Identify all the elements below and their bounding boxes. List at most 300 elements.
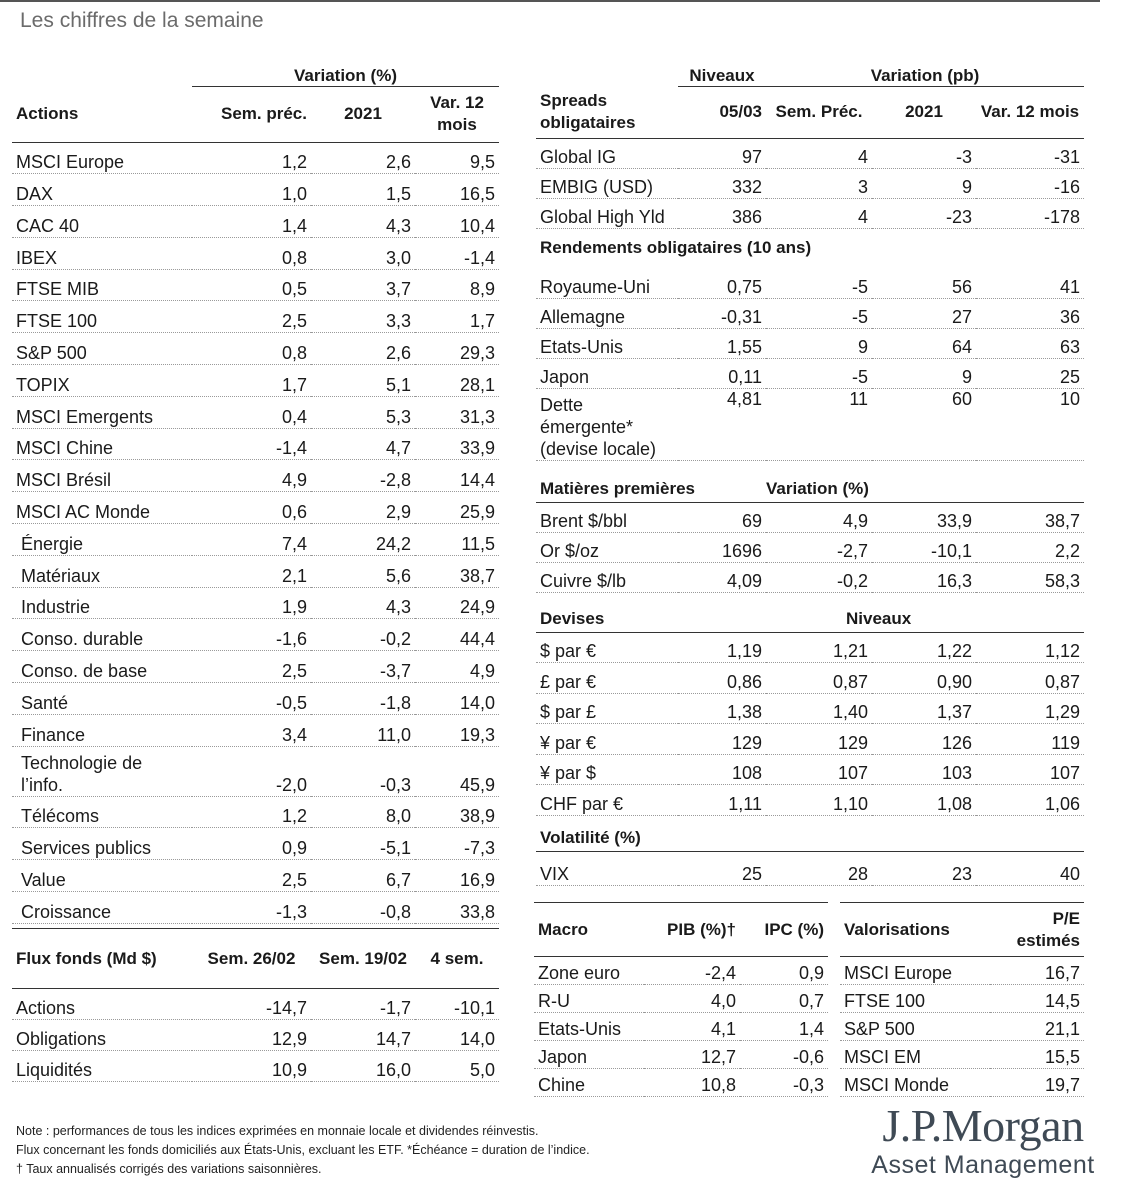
actions-value: -0,3 bbox=[311, 746, 415, 796]
macro-value: -0,6 bbox=[740, 1041, 828, 1069]
actions-row bbox=[12, 796, 499, 828]
rendements-label: Allemagne bbox=[536, 298, 678, 328]
actions-value: 24,2 bbox=[311, 524, 415, 556]
flux-value: -10,1 bbox=[415, 989, 499, 1020]
actions-value: 45,9 bbox=[415, 746, 499, 796]
actions-label: Télécoms bbox=[12, 796, 192, 828]
actions-value: 1,4 bbox=[192, 206, 311, 238]
actions-row bbox=[12, 524, 499, 556]
actions-value: 2,5 bbox=[192, 651, 311, 683]
actions-row bbox=[12, 174, 499, 206]
actions-value: 38,9 bbox=[415, 796, 499, 828]
actions-label: Industrie bbox=[12, 587, 192, 619]
matieres-row bbox=[536, 532, 1084, 562]
flux-label: Obligations bbox=[12, 1020, 192, 1051]
devises-label: ¥ par $ bbox=[536, 754, 678, 785]
valorisations-rows bbox=[840, 957, 1084, 1097]
valorisations-row bbox=[840, 1013, 1084, 1041]
actions-value: 29,3 bbox=[415, 333, 499, 365]
volatilite-value: 40 bbox=[976, 851, 1084, 885]
devises-value: 107 bbox=[766, 754, 872, 785]
actions-value: -2,8 bbox=[311, 460, 415, 492]
spreads-row bbox=[536, 168, 1084, 198]
valorisations-label: FTSE 100 bbox=[840, 985, 990, 1013]
macro-value: 0,9 bbox=[740, 957, 828, 985]
rendements-value: 27 bbox=[872, 298, 976, 328]
flux-row bbox=[12, 1051, 499, 1082]
actions-row bbox=[12, 396, 499, 428]
matieres-value: 1696 bbox=[678, 532, 766, 562]
devises-label: CHF par € bbox=[536, 785, 678, 816]
footnotes bbox=[16, 1122, 590, 1179]
devises-value: 0,90 bbox=[872, 663, 976, 694]
devises-row bbox=[536, 785, 1084, 816]
valorisations-value: 16,7 bbox=[990, 957, 1084, 985]
spreads-value: 4 bbox=[766, 198, 872, 228]
devises-row bbox=[536, 663, 1084, 694]
spreads-value: 97 bbox=[678, 138, 766, 168]
rendements-value: -0,31 bbox=[678, 298, 766, 328]
top-rule bbox=[0, 0, 1100, 2]
actions-value: 7,4 bbox=[192, 524, 311, 556]
devises-rows bbox=[536, 632, 1084, 815]
macro-label: Chine bbox=[534, 1069, 644, 1097]
actions-label: Finance bbox=[12, 714, 192, 746]
actions-value: 1,0 bbox=[192, 174, 311, 206]
actions-row bbox=[12, 746, 499, 796]
rendements-value: 11 bbox=[766, 388, 872, 460]
valorisations-row bbox=[840, 1041, 1084, 1069]
footnote-1: Note : performances de tous les indices exprimées en monnaie locale et dividendes réinvestis. bbox=[16, 1124, 539, 1138]
actions-value: 2,9 bbox=[311, 492, 415, 524]
actions-value: 3,3 bbox=[311, 301, 415, 333]
valorisations-table bbox=[840, 902, 1084, 1097]
devises-row bbox=[536, 754, 1084, 785]
actions-value: 2,5 bbox=[192, 860, 311, 892]
actions-label: DAX bbox=[12, 174, 192, 206]
valorisations-value: 19,7 bbox=[990, 1069, 1084, 1097]
matieres-header: Matières premières bbox=[536, 460, 766, 502]
actions-value: 16,5 bbox=[415, 174, 499, 206]
spreads-label: Global IG bbox=[536, 138, 678, 168]
valorisations-row bbox=[840, 1069, 1084, 1097]
actions-value: 38,7 bbox=[415, 555, 499, 587]
actions-label: Value bbox=[12, 860, 192, 892]
col-0503: 05/03 bbox=[678, 86, 766, 138]
col-spreads: Spreads obligataires bbox=[536, 86, 678, 138]
matieres-value: 58,3 bbox=[976, 562, 1084, 592]
devises-value: 1,21 bbox=[766, 632, 872, 663]
actions-row bbox=[12, 714, 499, 746]
actions-label: MSCI Emergents bbox=[12, 396, 192, 428]
actions-value: 11,0 bbox=[311, 714, 415, 746]
devises-header: Devises bbox=[536, 592, 766, 632]
actions-value: 0,8 bbox=[192, 237, 311, 269]
col-sem-prec-r: Sem. Préc. bbox=[766, 86, 872, 138]
macro-value: 4,0 bbox=[644, 985, 740, 1013]
rendements-value: 63 bbox=[976, 328, 1084, 358]
matieres-value: 33,9 bbox=[872, 502, 976, 532]
col-ipc: IPC (%) bbox=[740, 903, 828, 957]
valorisations-value: 14,5 bbox=[990, 985, 1084, 1013]
actions-value: 1,2 bbox=[192, 142, 311, 174]
devises-row bbox=[536, 632, 1084, 663]
valorisations-value: 21,1 bbox=[990, 1013, 1084, 1041]
matieres-label: Cuivre $/lb bbox=[536, 562, 678, 592]
actions-label: IBEX bbox=[12, 237, 192, 269]
actions-value: 33,9 bbox=[415, 428, 499, 460]
rendements-value: 9 bbox=[872, 358, 976, 388]
actions-label: MSCI Europe bbox=[12, 142, 192, 174]
devises-value: 126 bbox=[872, 724, 976, 755]
spreads-value: 386 bbox=[678, 198, 766, 228]
volatilite-row bbox=[536, 851, 1084, 885]
volatilite-rows bbox=[536, 851, 1084, 885]
spreads-row bbox=[536, 198, 1084, 228]
actions-group-header: Variation (%) bbox=[192, 56, 499, 86]
actions-value: 3,7 bbox=[311, 269, 415, 301]
matieres-value: 69 bbox=[678, 502, 766, 532]
actions-value: 14,4 bbox=[415, 460, 499, 492]
matieres-group: Variation (%) bbox=[766, 460, 1084, 502]
devises-label: £ par € bbox=[536, 663, 678, 694]
spreads-label: Global High Yld bbox=[536, 198, 678, 228]
actions-row bbox=[12, 892, 499, 924]
actions-label: Services publics bbox=[12, 828, 192, 860]
logo-sub: Asset Management bbox=[871, 1151, 1095, 1179]
rendements-value: 4,81 bbox=[678, 388, 766, 460]
devises-value: 129 bbox=[678, 724, 766, 755]
actions-value: 11,5 bbox=[415, 524, 499, 556]
jpmorgan-logo bbox=[868, 1102, 1098, 1180]
actions-label: Matériaux bbox=[12, 555, 192, 587]
page-title: Les chiffres de la semaine bbox=[20, 9, 264, 32]
spreads-value: 3 bbox=[766, 168, 872, 198]
rendements-row bbox=[536, 388, 1084, 460]
devises-value: 108 bbox=[678, 754, 766, 785]
devises-row bbox=[536, 724, 1084, 755]
devises-label: ¥ par € bbox=[536, 724, 678, 755]
actions-value: 1,9 bbox=[192, 587, 311, 619]
rendements-label: Etats-Unis bbox=[536, 328, 678, 358]
flux-table bbox=[12, 928, 499, 1082]
actions-value: 8,0 bbox=[311, 796, 415, 828]
valorisations-label: MSCI Monde bbox=[840, 1069, 990, 1097]
rendements-value: -5 bbox=[766, 358, 872, 388]
spreads-value: 9 bbox=[872, 168, 976, 198]
flux-label: Actions bbox=[12, 989, 192, 1020]
rendements-label: Japon bbox=[536, 358, 678, 388]
col-macro: Macro bbox=[534, 903, 644, 957]
actions-value: 0,8 bbox=[192, 333, 311, 365]
actions-row bbox=[12, 492, 499, 524]
flux-value: -14,7 bbox=[192, 989, 311, 1020]
macro-label: Zone euro bbox=[534, 957, 644, 985]
matieres-value: -2,7 bbox=[766, 532, 872, 562]
rendements-row bbox=[536, 328, 1084, 358]
actions-value: 3,4 bbox=[192, 714, 311, 746]
rendements-value: 25 bbox=[976, 358, 1084, 388]
matieres-row bbox=[536, 562, 1084, 592]
matieres-row bbox=[536, 502, 1084, 532]
rendements-header: Rendements obligataires (10 ans) bbox=[540, 238, 812, 258]
volatilite-label: VIX bbox=[536, 851, 678, 885]
actions-label: FTSE MIB bbox=[12, 269, 192, 301]
actions-value: 4,3 bbox=[311, 587, 415, 619]
matieres-value: -0,2 bbox=[766, 562, 872, 592]
rendements-value: 64 bbox=[872, 328, 976, 358]
actions-value: -1,4 bbox=[192, 428, 311, 460]
actions-value: 0,6 bbox=[192, 492, 311, 524]
valorisations-label: S&P 500 bbox=[840, 1013, 990, 1041]
devises-row bbox=[536, 693, 1084, 724]
actions-value: 5,6 bbox=[311, 555, 415, 587]
col-2021-r: 2021 bbox=[872, 86, 976, 138]
valorisations-label: MSCI EM bbox=[840, 1041, 990, 1069]
col-valorisations: Valorisations bbox=[840, 903, 990, 957]
spreads-value: -16 bbox=[976, 168, 1084, 198]
flux-value: 14,0 bbox=[415, 1020, 499, 1051]
spreads-group-variation: Variation (pb) bbox=[766, 56, 1084, 86]
flux-value: 16,0 bbox=[311, 1051, 415, 1082]
logo-main: J.P.Morgan bbox=[882, 1100, 1084, 1151]
spreads-label: EMBIG (USD) bbox=[536, 168, 678, 198]
actions-value: 2,5 bbox=[192, 301, 311, 333]
actions-label: Santé bbox=[12, 683, 192, 715]
col-pib: PIB (%)† bbox=[644, 903, 740, 957]
macro-label: Etats-Unis bbox=[534, 1013, 644, 1041]
actions-value: 28,1 bbox=[415, 365, 499, 397]
rendements-value: 1,55 bbox=[678, 328, 766, 358]
actions-value: 3,0 bbox=[311, 237, 415, 269]
actions-value: 2,6 bbox=[311, 142, 415, 174]
rendements-value: -5 bbox=[766, 298, 872, 328]
spreads-value: 332 bbox=[678, 168, 766, 198]
actions-value: 1,2 bbox=[192, 796, 311, 828]
actions-value: 31,3 bbox=[415, 396, 499, 428]
devises-value: 1,06 bbox=[976, 785, 1084, 816]
markets-table bbox=[536, 56, 1084, 886]
actions-value: 8,9 bbox=[415, 269, 499, 301]
actions-value: 4,9 bbox=[192, 460, 311, 492]
actions-row bbox=[12, 860, 499, 892]
actions-value: 10,4 bbox=[415, 206, 499, 238]
devises-label: $ par £ bbox=[536, 693, 678, 724]
volatilite-header: Volatilité (%) bbox=[536, 815, 1084, 851]
macro-value: -0,3 bbox=[740, 1069, 828, 1097]
col-sem-prec: Sem. préc. bbox=[192, 86, 311, 142]
col-var-12-r: Var. 12 mois bbox=[976, 86, 1084, 138]
devises-value: 1,10 bbox=[766, 785, 872, 816]
col-var-12: Var. 12 mois bbox=[415, 86, 499, 142]
actions-value: -0,5 bbox=[192, 683, 311, 715]
actions-value: -1,6 bbox=[192, 619, 311, 651]
flux-rows bbox=[12, 989, 499, 1082]
actions-value: -1,4 bbox=[415, 237, 499, 269]
actions-value: 44,4 bbox=[415, 619, 499, 651]
devises-value: 103 bbox=[872, 754, 976, 785]
actions-row bbox=[12, 555, 499, 587]
devises-value: 1,37 bbox=[872, 693, 976, 724]
volatilite-value: 28 bbox=[766, 851, 872, 885]
volatilite-value: 25 bbox=[678, 851, 766, 885]
macro-label: Japon bbox=[534, 1041, 644, 1069]
macro-row bbox=[534, 957, 828, 985]
matieres-value: -10,1 bbox=[872, 532, 976, 562]
actions-value: -5,1 bbox=[311, 828, 415, 860]
rendements-value: -5 bbox=[766, 268, 872, 298]
spreads-rows bbox=[536, 138, 1084, 228]
spreads-row bbox=[536, 138, 1084, 168]
devises-value: 0,87 bbox=[976, 663, 1084, 694]
devises-value: 1,40 bbox=[766, 693, 872, 724]
actions-value: 25,9 bbox=[415, 492, 499, 524]
devises-value: 119 bbox=[976, 724, 1084, 755]
flux-value: 5,0 bbox=[415, 1051, 499, 1082]
matieres-value: 4,09 bbox=[678, 562, 766, 592]
actions-value: 33,8 bbox=[415, 892, 499, 924]
actions-row bbox=[12, 269, 499, 301]
actions-value: 14,0 bbox=[415, 683, 499, 715]
actions-row bbox=[12, 365, 499, 397]
devises-group: Niveaux bbox=[766, 592, 1084, 632]
matieres-label: Brent $/bbl bbox=[536, 502, 678, 532]
devises-value: 1,11 bbox=[678, 785, 766, 816]
actions-label: Conso. de base bbox=[12, 651, 192, 683]
actions-row bbox=[12, 428, 499, 460]
actions-value: 6,7 bbox=[311, 860, 415, 892]
flux-value: -1,7 bbox=[311, 989, 415, 1020]
rendements-value: 10 bbox=[976, 388, 1084, 460]
actions-label: Technologie de l’info. bbox=[12, 746, 192, 796]
flux-value: 14,7 bbox=[311, 1020, 415, 1051]
actions-row bbox=[12, 619, 499, 651]
col-flux: Flux fonds (Md $) bbox=[12, 929, 192, 989]
actions-label: MSCI Chine bbox=[12, 428, 192, 460]
devises-value: 1,22 bbox=[872, 632, 976, 663]
rendements-row bbox=[536, 358, 1084, 388]
spreads-value: 4 bbox=[766, 138, 872, 168]
matieres-label: Or $/oz bbox=[536, 532, 678, 562]
actions-label: S&P 500 bbox=[12, 333, 192, 365]
matieres-rows bbox=[536, 502, 1084, 592]
rendements-value: 36 bbox=[976, 298, 1084, 328]
actions-value: 5,1 bbox=[311, 365, 415, 397]
actions-row bbox=[12, 301, 499, 333]
actions-row bbox=[12, 683, 499, 715]
actions-label: FTSE 100 bbox=[12, 301, 192, 333]
actions-row bbox=[12, 587, 499, 619]
spreads-value: -31 bbox=[976, 138, 1084, 168]
macro-row bbox=[534, 1041, 828, 1069]
valorisations-row bbox=[840, 957, 1084, 985]
rendements-value: 60 bbox=[872, 388, 976, 460]
actions-value: -0,8 bbox=[311, 892, 415, 924]
actions-value: 5,3 bbox=[311, 396, 415, 428]
actions-row bbox=[12, 142, 499, 174]
macro-value: 1,4 bbox=[740, 1013, 828, 1041]
macro-row bbox=[534, 1013, 828, 1041]
flux-row bbox=[12, 989, 499, 1020]
actions-value: -3,7 bbox=[311, 651, 415, 683]
spreads-group-levels: Niveaux bbox=[678, 56, 766, 86]
devises-value: 1,29 bbox=[976, 693, 1084, 724]
actions-label: MSCI Brésil bbox=[12, 460, 192, 492]
flux-value: 12,9 bbox=[192, 1020, 311, 1051]
actions-row bbox=[12, 828, 499, 860]
footnote-2: Flux concernant les fonds domiciliés aux États-Unis, excluant les ETF. *Échéance = duration de l’indice. bbox=[16, 1143, 590, 1157]
actions-value: 1,7 bbox=[192, 365, 311, 397]
actions-row bbox=[12, 651, 499, 683]
macro-value: -2,4 bbox=[644, 957, 740, 985]
devises-label: $ par € bbox=[536, 632, 678, 663]
rendements-label: Dette émergente* (devise locale) bbox=[536, 388, 678, 460]
rendements-value: 0,11 bbox=[678, 358, 766, 388]
actions-value: 4,3 bbox=[311, 206, 415, 238]
devises-value: 1,12 bbox=[976, 632, 1084, 663]
actions-value: 1,5 bbox=[311, 174, 415, 206]
actions-value: 16,9 bbox=[415, 860, 499, 892]
footnote-3: † Taux annualisés corrigés des variations saisonnières. bbox=[16, 1162, 322, 1176]
col-sem-1902: Sem. 19/02 bbox=[311, 929, 415, 989]
devises-value: 1,38 bbox=[678, 693, 766, 724]
rendements-rows bbox=[536, 268, 1084, 460]
devises-value: 1,19 bbox=[678, 632, 766, 663]
macro-value: 12,7 bbox=[644, 1041, 740, 1069]
macro-label: R-U bbox=[534, 985, 644, 1013]
devises-value: 1,08 bbox=[872, 785, 976, 816]
rendements-value: 56 bbox=[872, 268, 976, 298]
actions-row bbox=[12, 206, 499, 238]
spreads-value: -3 bbox=[872, 138, 976, 168]
actions-value: 24,9 bbox=[415, 587, 499, 619]
actions-value: 1,7 bbox=[415, 301, 499, 333]
macro-value: 4,1 bbox=[644, 1013, 740, 1041]
rendements-value: 9 bbox=[766, 328, 872, 358]
actions-value: -0,2 bbox=[311, 619, 415, 651]
macro-row bbox=[534, 1069, 828, 1097]
actions-label: TOPIX bbox=[12, 365, 192, 397]
valorisations-value: 15,5 bbox=[990, 1041, 1084, 1069]
volatilite-value: 23 bbox=[872, 851, 976, 885]
flux-value: 10,9 bbox=[192, 1051, 311, 1082]
macro-row bbox=[534, 985, 828, 1013]
flux-row bbox=[12, 1020, 499, 1051]
col-actions: Actions bbox=[12, 86, 192, 142]
col-sem-2602: Sem. 26/02 bbox=[192, 929, 311, 989]
rendements-row bbox=[536, 298, 1084, 328]
matieres-value: 2,2 bbox=[976, 532, 1084, 562]
actions-value: 2,6 bbox=[311, 333, 415, 365]
actions-value: -1,3 bbox=[192, 892, 311, 924]
rendements-value: 41 bbox=[976, 268, 1084, 298]
devises-value: 0,86 bbox=[678, 663, 766, 694]
actions-table bbox=[12, 56, 499, 924]
col-2021: 2021 bbox=[311, 86, 415, 142]
actions-value: -7,3 bbox=[415, 828, 499, 860]
devises-value: 0,87 bbox=[766, 663, 872, 694]
actions-value: -1,8 bbox=[311, 683, 415, 715]
col-pe: P/E estimés bbox=[990, 903, 1084, 957]
actions-label: Énergie bbox=[12, 524, 192, 556]
matieres-value: 16,3 bbox=[872, 562, 976, 592]
actions-value: 4,7 bbox=[311, 428, 415, 460]
actions-value: 0,5 bbox=[192, 269, 311, 301]
actions-label: MSCI AC Monde bbox=[12, 492, 192, 524]
spreads-value: -178 bbox=[976, 198, 1084, 228]
macro-value: 10,8 bbox=[644, 1069, 740, 1097]
actions-value: 4,9 bbox=[415, 651, 499, 683]
